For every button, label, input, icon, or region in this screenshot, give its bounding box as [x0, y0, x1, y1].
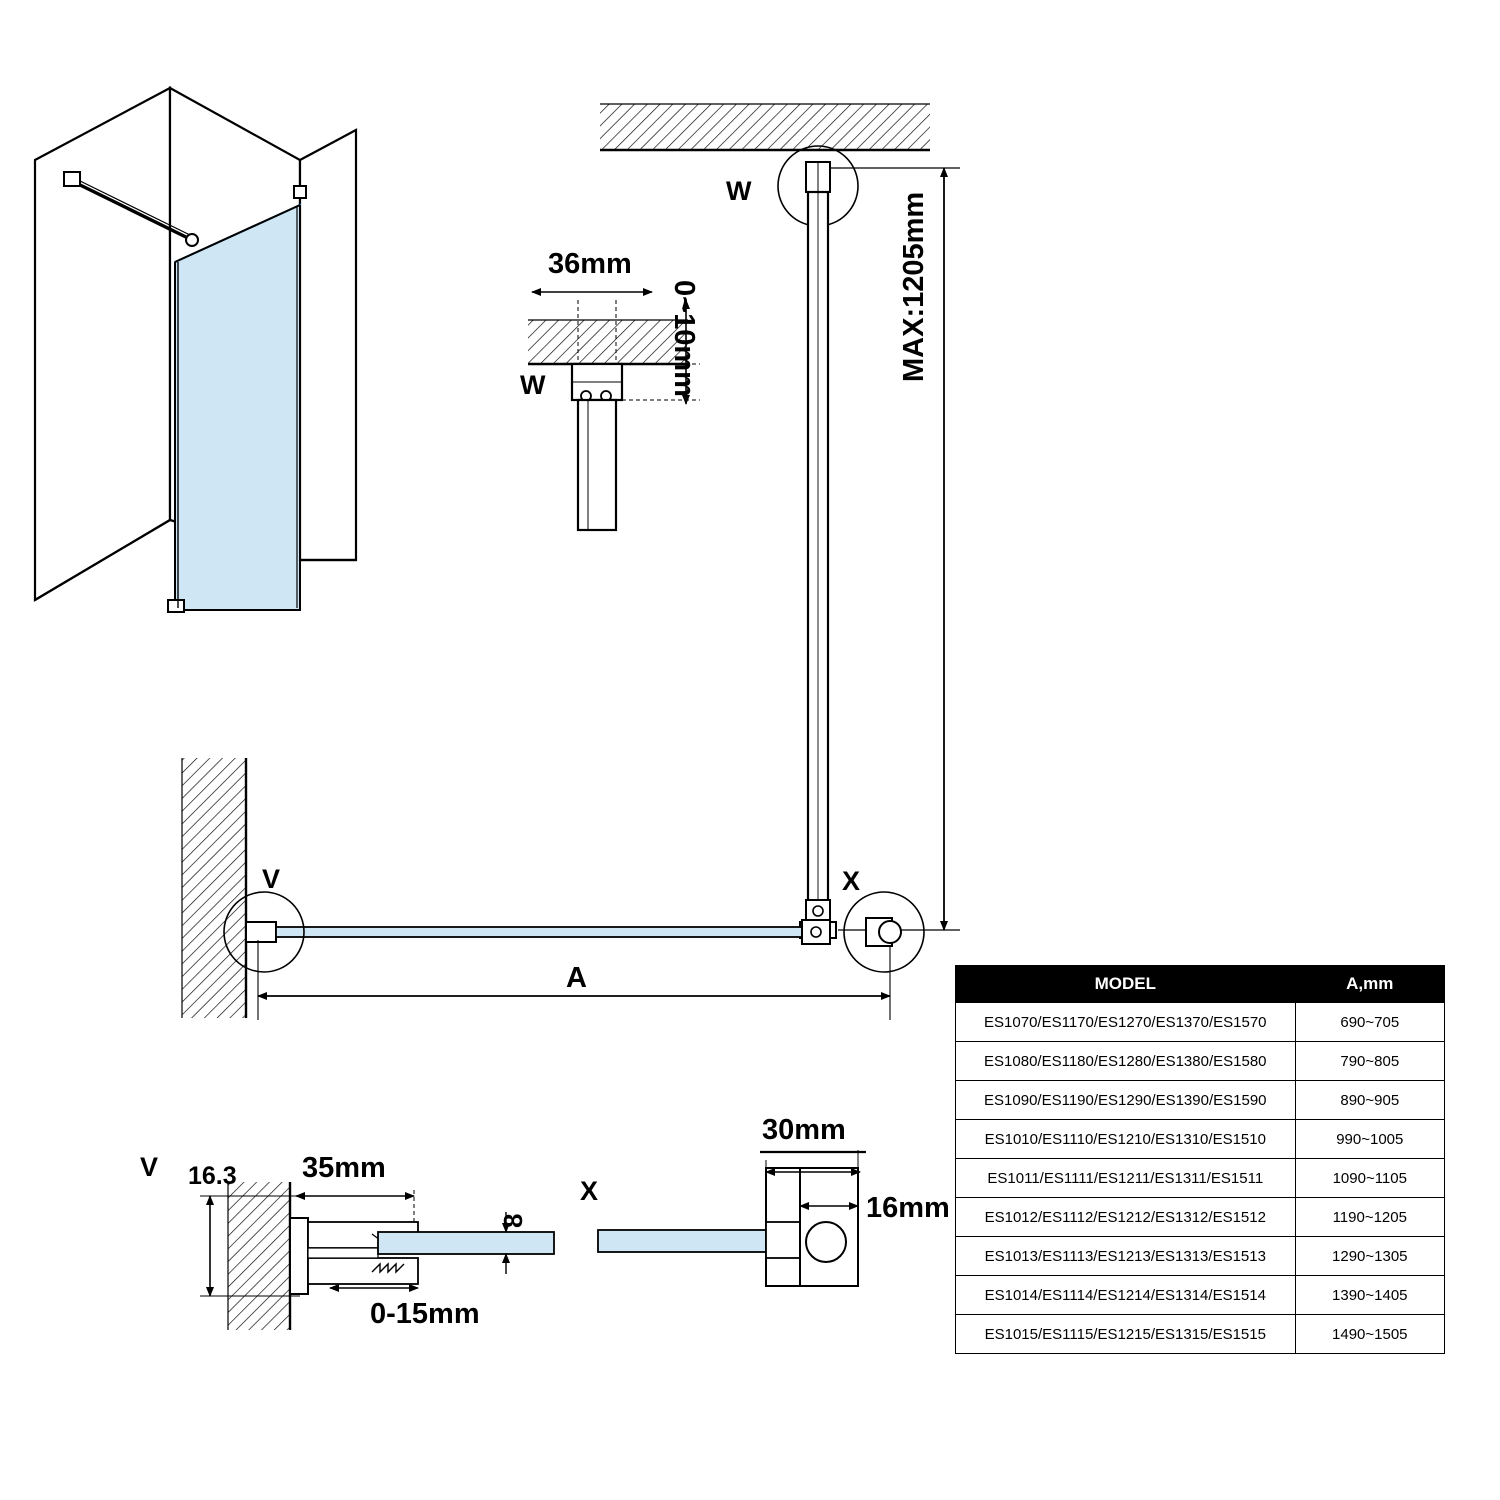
cell-a: 790~805	[1295, 1042, 1444, 1081]
dimension-profile-width: 35mm	[302, 1152, 386, 1184]
cell-a: 990~1005	[1295, 1120, 1444, 1159]
cell-model: ES1015/ES1115/ES1215/ES1315/ES1515	[956, 1315, 1296, 1354]
table-row	[956, 1315, 1445, 1354]
callout-label-x-plan: X	[842, 866, 861, 896]
cell-model: ES1012/ES1112/ES1212/ES1312/ES1512	[956, 1198, 1296, 1237]
table-row	[956, 1081, 1445, 1120]
dimension-bracket-depth: 36mm	[548, 248, 632, 280]
cell-model: ES1070/ES1170/ES1270/ES1370/ES1570	[956, 1003, 1296, 1042]
dimension-wall-adjust: 0-15mm	[370, 1298, 480, 1330]
cell-model: ES1090/ES1190/ES1290/ES1390/ES1590	[956, 1081, 1296, 1120]
model-spec-table	[955, 965, 1445, 1354]
callout-label-w-detail: W	[520, 370, 546, 400]
dimension-profile-height: 16.3	[188, 1162, 237, 1190]
table-row	[956, 1237, 1445, 1276]
callout-label-w-top: W	[726, 176, 752, 206]
table-row	[956, 1276, 1445, 1315]
cell-model: ES1014/ES1114/ES1214/ES1314/ES1514	[956, 1276, 1296, 1315]
dimension-bar-holder-width: 30mm	[762, 1114, 846, 1146]
callout-label-x-detail: X	[580, 1176, 599, 1206]
dimension-bar-holder-depth: 16mm	[866, 1192, 950, 1224]
cell-model: ES1010/ES1110/ES1210/ES1310/ES1510	[956, 1120, 1296, 1159]
cell-a: 1290~1305	[1295, 1237, 1444, 1276]
dimension-max-height: MAX:1205mm	[898, 191, 930, 382]
cell-a: 1090~1105	[1295, 1159, 1444, 1198]
cell-model: ES1011/ES1111/ES1211/ES1311/ES1511	[956, 1159, 1296, 1198]
cell-a: 1490~1505	[1295, 1315, 1444, 1354]
cell-a: 1190~1205	[1295, 1198, 1444, 1237]
detail-x-bar-holder	[598, 1150, 866, 1286]
dimension-plan-width-a: A	[566, 962, 587, 994]
table-row	[956, 1198, 1445, 1237]
table-header-row	[956, 966, 1445, 1003]
callout-label-v-plan: V	[262, 864, 281, 894]
cell-model: ES1013/ES1113/ES1213/ES1313/ES1513	[956, 1237, 1296, 1276]
table-row	[956, 1159, 1445, 1198]
perspective-view	[35, 88, 356, 612]
dimension-glass-thickness: 8	[498, 1213, 528, 1228]
cell-a: 690~705	[1295, 1003, 1444, 1042]
dimension-bracket-gap: 0~10mm	[668, 280, 700, 397]
table-header-a: A,mm	[1295, 966, 1444, 1003]
table-row	[956, 1120, 1445, 1159]
cell-model: ES1080/ES1180/ES1280/ES1380/ES1580	[956, 1042, 1296, 1081]
cell-a: 890~905	[1295, 1081, 1444, 1120]
table-row	[956, 1042, 1445, 1081]
cell-a: 1390~1405	[1295, 1276, 1444, 1315]
table-header-model: MODEL	[956, 966, 1296, 1003]
table-row	[956, 1003, 1445, 1042]
callout-label-v-detail: V	[140, 1152, 159, 1182]
